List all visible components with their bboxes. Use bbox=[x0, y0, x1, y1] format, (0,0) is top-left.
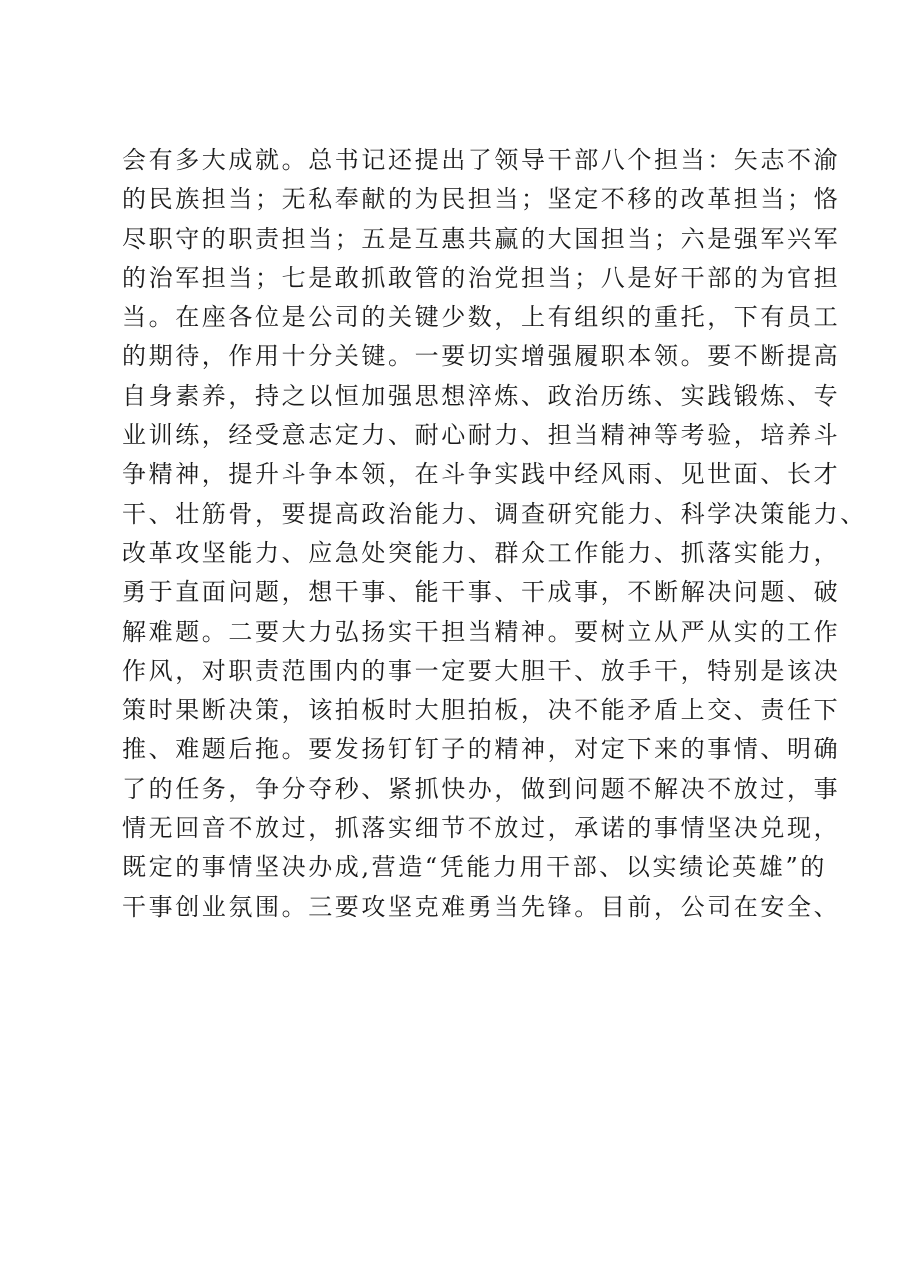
text-line: 情无回音不放过，抓落实细节不放过，承诺的事情坚决兑现， bbox=[122, 814, 841, 843]
text-line: 既定的事情坚决办成,营造“凭能力用干部、以实绩论英雄”的 bbox=[122, 853, 827, 882]
text-line: 策时果断决策，该拍板时大胆拍板，决不能矛盾上交、责任下 bbox=[122, 696, 841, 725]
text-line: 干事创业氛围。三要攻坚克难勇当先锋。目前，公司在安全、 bbox=[122, 892, 841, 921]
text-line: 会有多大成就。总书记还提出了领导干部八个担当：矢志不渝 bbox=[122, 146, 841, 174]
text-line: 解难题。二要大力弘扬实干担当精神。要树立从严从实的工作 bbox=[122, 617, 841, 646]
text-line: 干、壮筋骨，要提高政治能力、调查研究能力、科学决策能力、 bbox=[122, 499, 867, 528]
body-text bbox=[122, 141, 867, 927]
text-line: 的治军担当；七是敢抓敢管的治党担当；八是好干部的为官担 bbox=[122, 263, 841, 292]
text-line: 争精神，提升斗争本领，在斗争实践中经风雨、见世面、长才 bbox=[122, 460, 841, 489]
text-line: 作风，对职责范围内的事一定要大胆干、放手干，特别是该决 bbox=[122, 656, 841, 685]
text-line: 改革攻坚能力、应急处突能力、群众工作能力、抓落实能力， bbox=[122, 538, 841, 567]
text-line: 自身素养，持之以恒加强思想淬炼、政治历练、实践锻炼、专 bbox=[122, 381, 841, 410]
text-line: 勇于直面问题，想干事、能干事、干成事，不断解决问题、破 bbox=[122, 578, 841, 607]
text-line: 的期待，作用十分关键。一要切实增强履职本领。要不断提高 bbox=[122, 342, 841, 371]
text-line: 的民族担当；无私奉献的为民担当；坚定不移的改革担当；恪 bbox=[122, 185, 841, 214]
text-line: 当。在座各位是公司的关键少数，上有组织的重托，下有员工 bbox=[122, 303, 841, 332]
text-line: 推、难题后拖。要发扬钉钉子的精神，对定下来的事情、明确 bbox=[122, 735, 841, 764]
text-line: 了的任务，争分夺秒、紧抓快办，做到问题不解决不放过，事 bbox=[122, 774, 841, 803]
text-line: 业训练，经受意志定力、耐心耐力、担当精神等考验，培养斗 bbox=[122, 421, 841, 450]
text-line: 尽职守的职责担当；五是互惠共赢的大国担当；六是强军兴军 bbox=[122, 224, 841, 253]
